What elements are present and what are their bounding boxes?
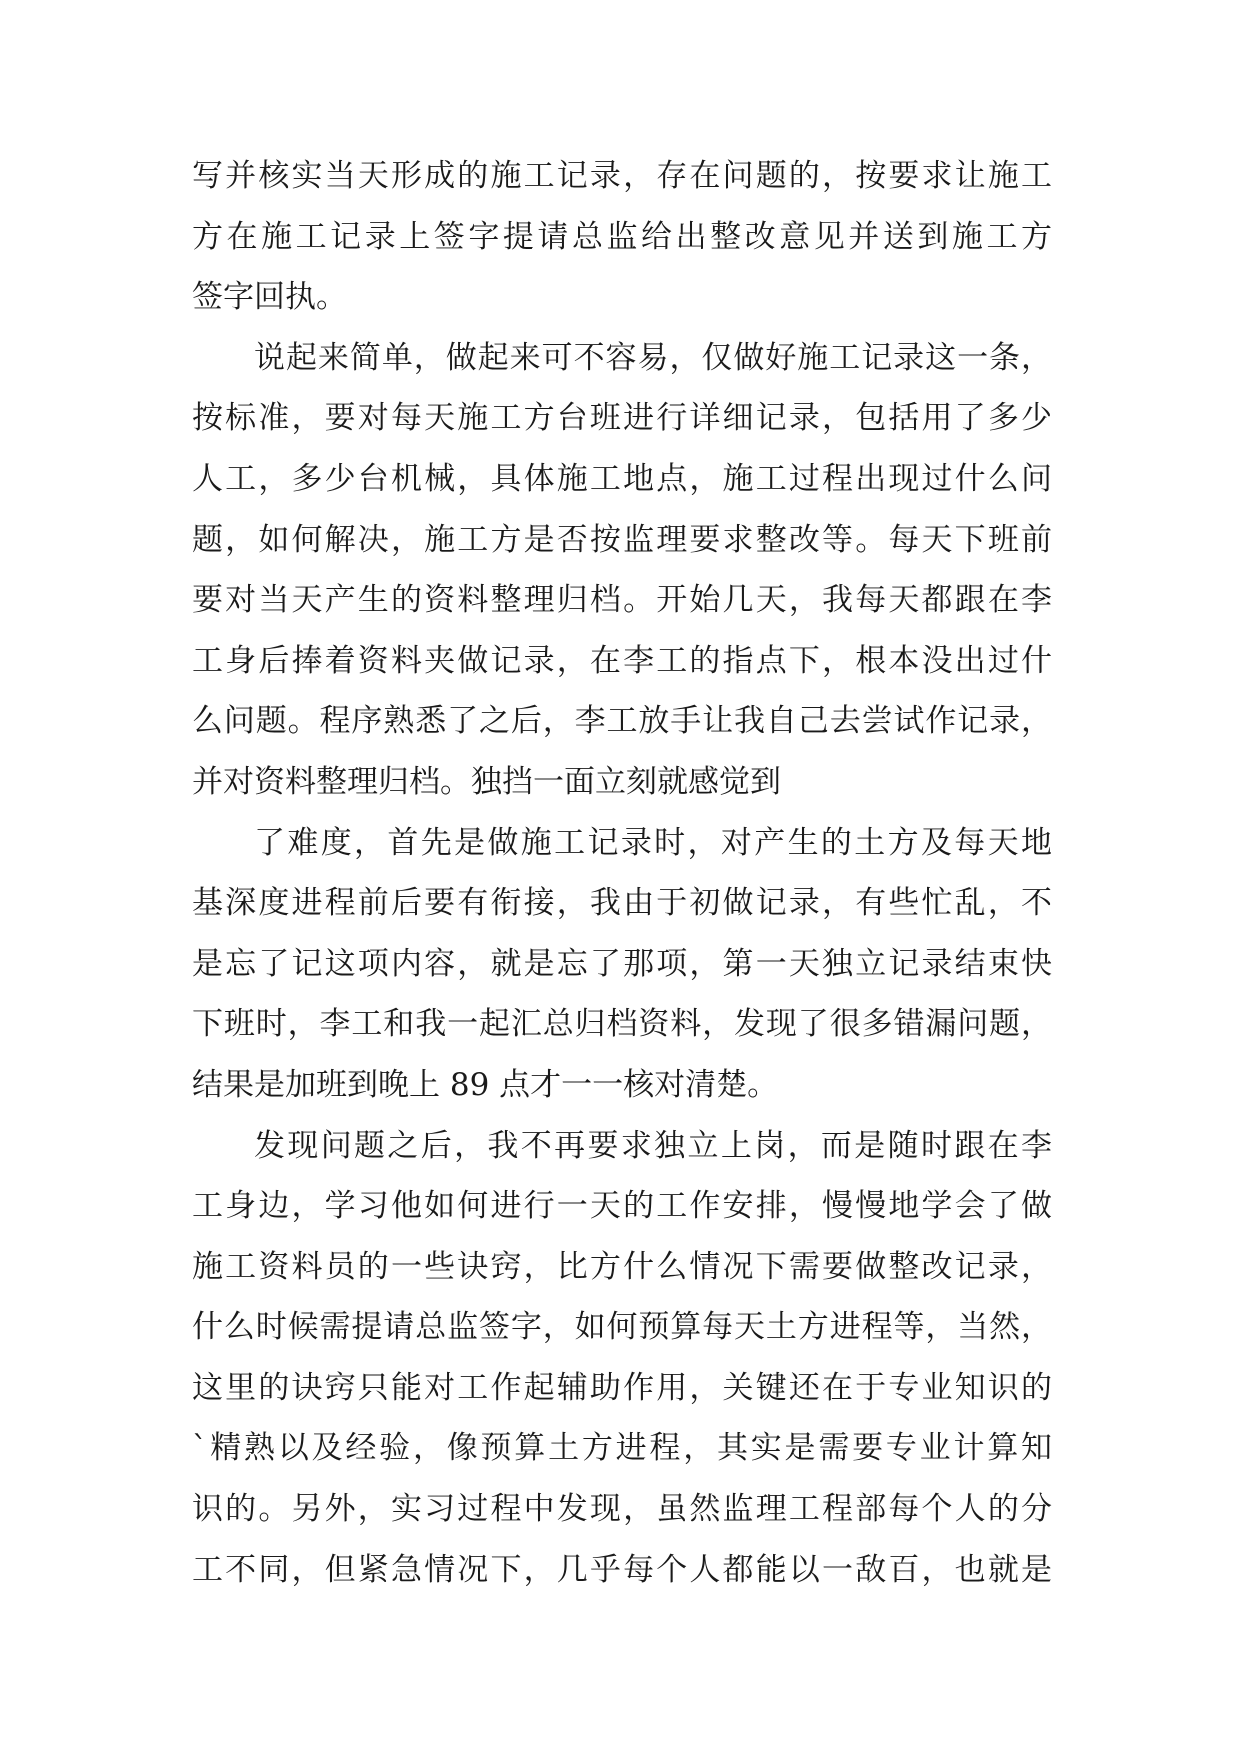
text-line: 按标准，要对每天施工方台班进行详细记录，包括用了多少: [192, 400, 1052, 437]
text-line: 说起来简单，做起来可不容易，仅做好施工记录这一条，: [254, 339, 1052, 376]
text-line: 要对当天产生的资料整理归档。开始几天，我每天都跟在李: [192, 582, 1052, 619]
text-line: 工不同，但紧急情况下，几乎每个人都能以一敌百，也就是: [192, 1551, 1052, 1588]
paragraph-4: [192, 1116, 1052, 1601]
text-line: 方在施工记录上签字提请总监给出整改意见并送到施工方: [192, 218, 1052, 255]
text-line: 识的。另外，实习过程中发现，虽然监理工程部每个人的分: [192, 1491, 1052, 1528]
text-line: 结果是加班到晚上 89 点才一一核对清楚。: [192, 1066, 779, 1103]
text-line: 什么时候需提请总监签字，如何预算每天土方进程等，当然，: [192, 1309, 1052, 1346]
text-line: 是忘了记这项内容，就是忘了那项，第一天独立记录结束快: [192, 945, 1052, 982]
paragraph-2: [192, 328, 1052, 813]
text-line: 写并核实当天形成的施工记录，存在问题的，按要求让施工: [192, 158, 1052, 194]
text-line: 了难度，首先是做施工记录时，对产生的土方及每天地: [254, 824, 1052, 861]
text-line: `精熟以及经验，像预算土方进程，其实是需要专业计算知: [192, 1430, 1052, 1467]
text-line: 这里的诀窍只能对工作起辅助作用，关键还在于专业知识的: [192, 1369, 1052, 1406]
text-line: 施工资料员的一些诀窍，比方什么情况下需要做整改记录，: [192, 1248, 1052, 1285]
text-line: 基深度进程前后要有衔接，我由于初做记录，有些忙乱，不: [192, 885, 1052, 922]
text-line: 人工，多少台机械，具体施工地点，施工过程出现过什么问: [192, 460, 1052, 497]
text-line: 工身后捧着资料夹做记录，在李工的指点下，根本没出过什: [192, 642, 1052, 679]
paragraph-3: [192, 813, 1052, 1116]
document-body: [192, 146, 1052, 1600]
text-line: 签字回执。: [192, 279, 347, 316]
text-line: 题，如何解决，施工方是否按监理要求整改等。每天下班前: [192, 521, 1052, 558]
text-line: 发现问题之后，我不再要求独立上岗，而是随时跟在李: [254, 1127, 1052, 1164]
text-line: 么问题。程序熟悉了之后，李工放手让我自己去尝试作记录，: [192, 703, 1052, 740]
text-line: 工身边，学习他如何进行一天的工作安排，慢慢地学会了做: [192, 1188, 1052, 1225]
paragraph-1: [192, 146, 1052, 328]
text-line: 下班时，李工和我一起汇总归档资料，发现了很多错漏问题，: [192, 1006, 1052, 1043]
text-line: 并对资料整理归档。独挡一面立刻就感觉到: [192, 763, 781, 800]
